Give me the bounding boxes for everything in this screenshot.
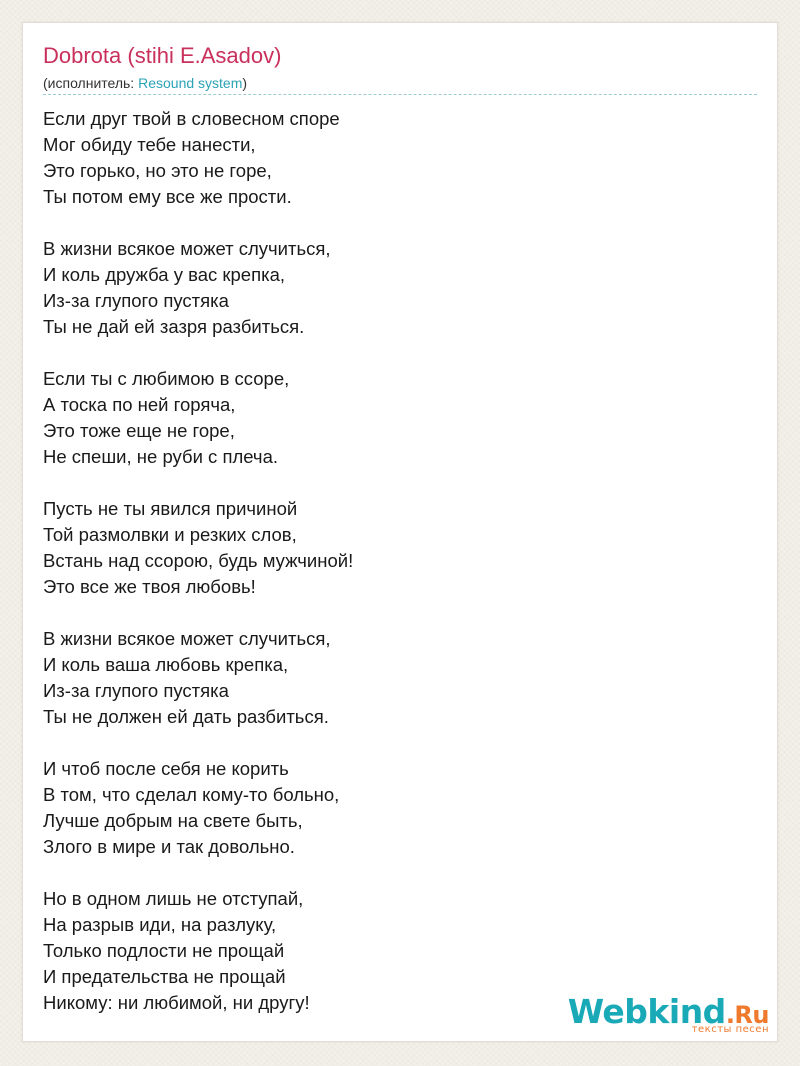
lyric-line: Если друг твой в словесном споре [43, 108, 340, 129]
lyrics-body [43, 106, 743, 1042]
lyrics-stanza [43, 626, 743, 730]
artist-suffix: ) [242, 75, 248, 91]
lyric-line: Встань над ссорою, будь мужчиной! [43, 550, 354, 571]
lyric-line: И коль дружба у вас крепка, [43, 264, 286, 285]
lyrics-card [22, 22, 778, 1042]
lyric-line: Мог обиду тебе нанести, [43, 134, 256, 155]
lyric-line: Если ты с любимою в ссоре, [43, 368, 290, 389]
logo-tagline: тексты песен [691, 1024, 769, 1035]
lyric-line: В том, что сделал кому-то больно, [43, 784, 340, 805]
lyric-line: В жизни всякое может случиться, [43, 628, 331, 649]
lyrics-stanza [43, 366, 743, 470]
lyric-line: Ты не должен ей дать разбиться. [43, 706, 329, 727]
lyric-line: А тоска по ней горяча, [43, 394, 236, 415]
artist-line [43, 73, 247, 93]
song-title: Dobrota (stihi E.Asadov) [43, 43, 282, 68]
lyric-line: Пусть не ты явился причиной [43, 498, 298, 519]
lyric-line: Лучше добрым на свете быть, [43, 810, 303, 831]
lyric-line: Но в одном лишь не отступай, [43, 888, 304, 909]
logo-name: Webkind [567, 992, 726, 1031]
lyric-line: Той размолвки и резких слов, [43, 524, 297, 545]
lyrics-stanza [43, 756, 743, 860]
lyric-line: Это тоже еще не горе, [43, 420, 235, 441]
lyric-line: Только подлости не прощай [43, 940, 285, 961]
lyric-line: Из-за глупого пустяка [43, 680, 229, 701]
lyrics-stanza [43, 496, 743, 600]
artist-link[interactable]: Resound system [138, 75, 243, 91]
artist-prefix: (исполнитель: [43, 75, 139, 91]
lyric-line: Это горько, но это не горе, [43, 160, 272, 181]
lyric-line: Это все же твоя любовь! [43, 576, 256, 597]
lyric-line: Из-за глупого пустяка [43, 290, 229, 311]
lyric-line: В жизни всякое может случиться, [43, 238, 331, 259]
site-logo[interactable] [569, 994, 769, 1038]
lyric-line: Не спеши, не руби с плеча. [43, 446, 278, 467]
logo-tld: .Ru [725, 1001, 769, 1029]
lyric-line: Никому: ни любимой, ни другу! [43, 992, 310, 1013]
lyric-line: И коль ваша любовь крепка, [43, 654, 289, 675]
lyric-line: Ты потом ему все же прости. [43, 186, 292, 207]
lyrics-stanza [43, 106, 743, 210]
lyrics-stanza [43, 236, 743, 340]
lyric-line: На разрыв иди, на разлуку, [43, 914, 277, 935]
lyric-line: И предательства не прощай [43, 966, 286, 987]
dashed-divider [43, 94, 757, 95]
lyric-line: И чтоб после себя не корить [43, 758, 289, 779]
lyric-line: Ты не дай ей зазря разбиться. [43, 316, 305, 337]
lyric-line: Злого в мире и так довольно. [43, 836, 295, 857]
